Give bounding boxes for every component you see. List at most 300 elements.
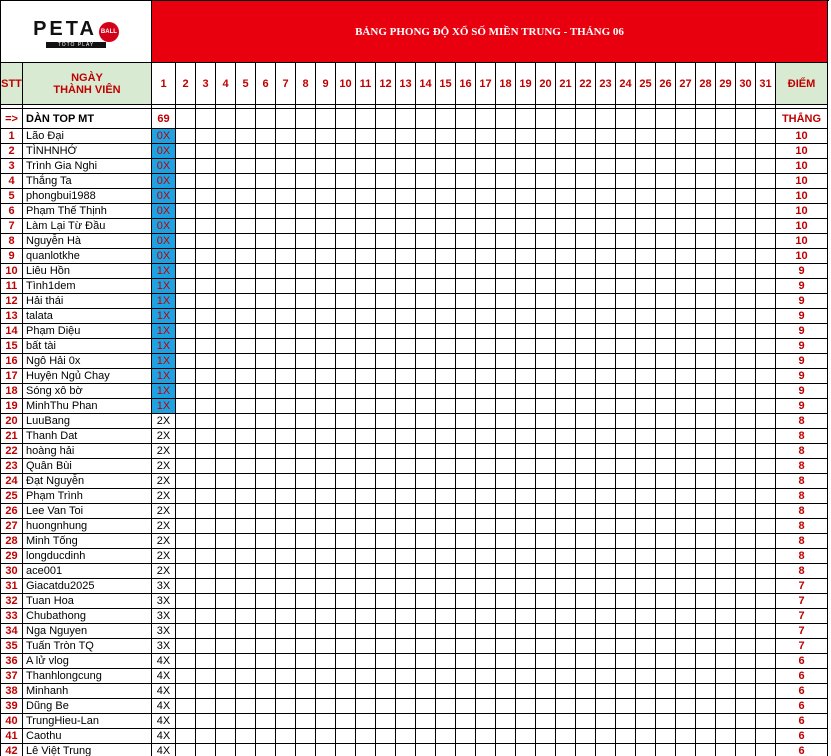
day-cell[interactable] [636, 609, 656, 624]
day-cell[interactable] [696, 684, 716, 699]
member-name[interactable]: Nguyễn Hà [23, 234, 152, 249]
day-cell[interactable] [196, 339, 216, 354]
day-cell[interactable] [376, 234, 396, 249]
day-cell[interactable] [436, 744, 456, 756]
day-cell[interactable] [256, 594, 276, 609]
day-cell[interactable] [596, 504, 616, 519]
day-cell[interactable] [176, 109, 196, 129]
day-cell[interactable] [496, 384, 516, 399]
day-cell[interactable] [296, 384, 316, 399]
day-cell[interactable] [616, 624, 636, 639]
day-cell[interactable] [616, 384, 636, 399]
member-name[interactable]: TrungHieu-Lan [23, 714, 152, 729]
day-cell[interactable] [596, 219, 616, 234]
day-cell[interactable] [716, 519, 736, 534]
day-cell[interactable] [176, 669, 196, 684]
day-cell[interactable] [256, 654, 276, 669]
member-day1-result[interactable]: 0X [152, 249, 176, 264]
day-cell[interactable] [416, 174, 436, 189]
day-cell[interactable] [656, 129, 676, 144]
day-cell[interactable] [556, 219, 576, 234]
member-name[interactable]: Quân Bùi [23, 459, 152, 474]
day-cell[interactable] [616, 714, 636, 729]
day-cell[interactable] [196, 729, 216, 744]
day-cell[interactable] [336, 109, 356, 129]
day-cell[interactable] [496, 174, 516, 189]
day-cell[interactable] [656, 339, 676, 354]
day-cell[interactable] [616, 264, 636, 279]
day-cell[interactable] [336, 624, 356, 639]
day-cell[interactable] [576, 714, 596, 729]
member-name[interactable]: Phạm Trình [23, 489, 152, 504]
member-name[interactable]: MinhThu Phan [23, 399, 152, 414]
day-cell[interactable] [396, 594, 416, 609]
day-cell[interactable] [676, 264, 696, 279]
day-cell[interactable] [336, 489, 356, 504]
member-day1-result[interactable]: 3X [152, 579, 176, 594]
day-cell[interactable] [256, 519, 276, 534]
day-cell[interactable] [196, 309, 216, 324]
day-cell[interactable] [216, 159, 236, 174]
day-cell[interactable] [736, 219, 756, 234]
day-cell[interactable] [676, 594, 696, 609]
day-cell[interactable] [576, 444, 596, 459]
day-cell[interactable] [236, 549, 256, 564]
day-cell[interactable] [656, 549, 676, 564]
day-cell[interactable] [576, 519, 596, 534]
day-cell[interactable] [416, 609, 436, 624]
member-day1-result[interactable]: 1X [152, 399, 176, 414]
day-cell[interactable] [696, 264, 716, 279]
day-cell[interactable] [596, 354, 616, 369]
day-cell[interactable] [456, 714, 476, 729]
day-cell[interactable] [596, 109, 616, 129]
day-cell[interactable] [356, 109, 376, 129]
day-cell[interactable] [736, 369, 756, 384]
day-cell[interactable] [496, 234, 516, 249]
day-cell[interactable] [576, 384, 596, 399]
day-cell[interactable] [736, 639, 756, 654]
day-cell[interactable] [616, 564, 636, 579]
day-cell[interactable] [616, 639, 636, 654]
day-cell[interactable] [496, 519, 516, 534]
day-cell[interactable] [336, 699, 356, 714]
member-name[interactable]: Tuấn Tròn TQ [23, 639, 152, 654]
day-cell[interactable] [496, 414, 516, 429]
day-cell[interactable] [556, 579, 576, 594]
day-cell[interactable] [176, 414, 196, 429]
day-cell[interactable] [236, 729, 256, 744]
day-cell[interactable] [276, 414, 296, 429]
day-cell[interactable] [356, 264, 376, 279]
day-cell[interactable] [656, 684, 676, 699]
day-cell[interactable] [356, 699, 376, 714]
day-cell[interactable] [436, 639, 456, 654]
day-cell[interactable] [276, 699, 296, 714]
member-day1-result[interactable]: 2X [152, 489, 176, 504]
day-cell[interactable] [676, 279, 696, 294]
member-day1-result[interactable]: 2X [152, 504, 176, 519]
top-team-row[interactable] [1, 109, 828, 129]
day-cell[interactable] [456, 294, 476, 309]
day-cell[interactable] [336, 444, 356, 459]
day-cell[interactable] [336, 234, 356, 249]
day-cell[interactable] [196, 369, 216, 384]
day-cell[interactable] [656, 654, 676, 669]
member-day1-result[interactable]: 2X [152, 444, 176, 459]
day-cell[interactable] [476, 144, 496, 159]
day-cell[interactable] [196, 624, 216, 639]
day-cell[interactable] [456, 414, 476, 429]
day-cell[interactable] [376, 174, 396, 189]
member-row[interactable] [1, 729, 828, 744]
day-cell[interactable] [476, 384, 496, 399]
day-cell[interactable] [236, 534, 256, 549]
day-cell[interactable] [256, 729, 276, 744]
day-cell[interactable] [196, 354, 216, 369]
day-cell[interactable] [396, 684, 416, 699]
day-cell[interactable] [356, 684, 376, 699]
day-cell[interactable] [536, 459, 556, 474]
day-cell[interactable] [716, 744, 736, 756]
day-cell[interactable] [196, 189, 216, 204]
day-cell[interactable] [216, 444, 236, 459]
day-cell[interactable] [236, 174, 256, 189]
day-cell[interactable] [536, 369, 556, 384]
day-cell[interactable] [216, 369, 236, 384]
day-cell[interactable] [316, 549, 336, 564]
day-cell[interactable] [556, 609, 576, 624]
day-cell[interactable] [536, 594, 556, 609]
day-cell[interactable] [516, 699, 536, 714]
day-cell[interactable] [496, 564, 516, 579]
day-cell[interactable] [636, 489, 656, 504]
day-cell[interactable] [596, 414, 616, 429]
day-cell[interactable] [716, 324, 736, 339]
day-cell[interactable] [176, 219, 196, 234]
day-cell[interactable] [536, 684, 556, 699]
day-cell[interactable] [276, 504, 296, 519]
day-cell[interactable] [396, 264, 416, 279]
day-cell[interactable] [316, 699, 336, 714]
day-cell[interactable] [376, 549, 396, 564]
day-cell[interactable] [636, 594, 656, 609]
day-cell[interactable] [316, 234, 336, 249]
member-day1-result[interactable]: 1X [152, 309, 176, 324]
day-cell[interactable] [496, 609, 516, 624]
day-cell[interactable] [556, 339, 576, 354]
day-cell[interactable] [576, 609, 596, 624]
day-cell[interactable] [276, 549, 296, 564]
day-cell[interactable] [516, 399, 536, 414]
day-cell[interactable] [396, 669, 416, 684]
day-cell[interactable] [536, 324, 556, 339]
day-cell[interactable] [476, 189, 496, 204]
member-name[interactable]: Dũng Be [23, 699, 152, 714]
day-cell[interactable] [316, 264, 336, 279]
day-cell[interactable] [636, 204, 656, 219]
member-name[interactable]: Thắng Ta [23, 174, 152, 189]
day-cell[interactable] [736, 249, 756, 264]
day-cell[interactable] [376, 189, 396, 204]
day-cell[interactable] [296, 504, 316, 519]
day-cell[interactable] [216, 204, 236, 219]
day-cell[interactable] [596, 654, 616, 669]
day-cell[interactable] [756, 204, 776, 219]
member-name[interactable]: Phạm Thế Thịnh [23, 204, 152, 219]
day-cell[interactable] [576, 279, 596, 294]
day-cell[interactable] [396, 174, 416, 189]
day-cell[interactable] [716, 279, 736, 294]
member-name[interactable]: TÌNHNHỚ [23, 144, 152, 159]
day-cell[interactable] [256, 144, 276, 159]
day-cell[interactable] [596, 159, 616, 174]
day-cell[interactable] [436, 624, 456, 639]
day-cell[interactable] [696, 399, 716, 414]
member-name[interactable]: Thanh Dat [23, 429, 152, 444]
day-cell[interactable] [656, 189, 676, 204]
day-cell[interactable] [636, 144, 656, 159]
day-cell[interactable] [636, 339, 656, 354]
day-cell[interactable] [276, 444, 296, 459]
day-cell[interactable] [236, 249, 256, 264]
day-cell[interactable] [176, 279, 196, 294]
day-cell[interactable] [656, 579, 676, 594]
day-cell[interactable] [276, 189, 296, 204]
day-cell[interactable] [476, 669, 496, 684]
member-row[interactable] [1, 189, 828, 204]
day-cell[interactable] [196, 684, 216, 699]
day-cell[interactable] [196, 384, 216, 399]
day-cell[interactable] [656, 354, 676, 369]
day-cell[interactable] [616, 189, 636, 204]
day-cell[interactable] [276, 369, 296, 384]
day-cell[interactable] [296, 474, 316, 489]
day-cell[interactable] [356, 189, 376, 204]
member-name[interactable]: Phạm Diệu [23, 324, 152, 339]
day-cell[interactable] [176, 264, 196, 279]
day-cell[interactable] [376, 684, 396, 699]
member-row[interactable] [1, 504, 828, 519]
day-cell[interactable] [496, 109, 516, 129]
day-cell[interactable] [356, 369, 376, 384]
day-cell[interactable] [356, 339, 376, 354]
day-cell[interactable] [596, 744, 616, 756]
day-cell[interactable] [516, 174, 536, 189]
member-row[interactable] [1, 549, 828, 564]
member-row[interactable] [1, 414, 828, 429]
day-cell[interactable] [376, 309, 396, 324]
day-cell[interactable] [636, 699, 656, 714]
day-cell[interactable] [336, 159, 356, 174]
day-cell[interactable] [736, 294, 756, 309]
day-cell[interactable] [316, 189, 336, 204]
day-cell[interactable] [356, 324, 376, 339]
day-cell[interactable] [456, 354, 476, 369]
day-cell[interactable] [176, 534, 196, 549]
day-cell[interactable] [336, 639, 356, 654]
day-cell[interactable] [476, 354, 496, 369]
day-cell[interactable] [176, 159, 196, 174]
day-cell[interactable] [616, 339, 636, 354]
day-cell[interactable] [176, 594, 196, 609]
day-cell[interactable] [556, 414, 576, 429]
day-cell[interactable] [656, 669, 676, 684]
day-cell[interactable] [576, 579, 596, 594]
day-cell[interactable] [236, 744, 256, 756]
day-cell[interactable] [716, 624, 736, 639]
day-cell[interactable] [476, 519, 496, 534]
member-name[interactable]: Lê Việt Trung [23, 744, 152, 756]
day-cell[interactable] [536, 399, 556, 414]
day-cell[interactable] [736, 354, 756, 369]
day-cell[interactable] [536, 144, 556, 159]
day-cell[interactable] [256, 639, 276, 654]
day-cell[interactable] [716, 474, 736, 489]
day-cell[interactable] [616, 489, 636, 504]
day-cell[interactable] [276, 429, 296, 444]
day-cell[interactable] [596, 729, 616, 744]
member-row[interactable] [1, 564, 828, 579]
day-cell[interactable] [656, 564, 676, 579]
day-cell[interactable] [596, 339, 616, 354]
day-cell[interactable] [516, 369, 536, 384]
day-cell[interactable] [636, 669, 656, 684]
day-cell[interactable] [296, 339, 316, 354]
day-cell[interactable] [676, 444, 696, 459]
day-cell[interactable] [416, 594, 436, 609]
member-day1-result[interactable]: 1X [152, 264, 176, 279]
day-cell[interactable] [296, 279, 316, 294]
day-cell[interactable] [316, 339, 336, 354]
day-cell[interactable] [236, 639, 256, 654]
day-cell[interactable] [416, 129, 436, 144]
day-cell[interactable] [516, 144, 536, 159]
day-cell[interactable] [196, 459, 216, 474]
day-cell[interactable] [356, 384, 376, 399]
day-cell[interactable] [636, 504, 656, 519]
day-cell[interactable] [616, 549, 636, 564]
day-cell[interactable] [336, 459, 356, 474]
day-cell[interactable] [296, 189, 316, 204]
day-cell[interactable] [516, 564, 536, 579]
day-cell[interactable] [556, 234, 576, 249]
day-cell[interactable] [236, 189, 256, 204]
day-cell[interactable] [356, 564, 376, 579]
day-cell[interactable] [736, 549, 756, 564]
day-cell[interactable] [236, 144, 256, 159]
day-cell[interactable] [376, 654, 396, 669]
member-day1-result[interactable]: 0X [152, 159, 176, 174]
day-cell[interactable] [256, 714, 276, 729]
day-cell[interactable] [536, 729, 556, 744]
day-cell[interactable] [576, 339, 596, 354]
day-cell[interactable] [456, 429, 476, 444]
day-cell[interactable] [216, 549, 236, 564]
day-cell[interactable] [736, 399, 756, 414]
member-name[interactable]: Lee Van Toi [23, 504, 152, 519]
day-cell[interactable] [616, 294, 636, 309]
day-cell[interactable] [336, 264, 356, 279]
day-cell[interactable] [476, 264, 496, 279]
day-cell[interactable] [456, 174, 476, 189]
day-cell[interactable] [596, 129, 616, 144]
member-row[interactable] [1, 519, 828, 534]
day-cell[interactable] [636, 384, 656, 399]
day-cell[interactable] [336, 549, 356, 564]
member-name[interactable]: bất tài [23, 339, 152, 354]
day-cell[interactable] [756, 624, 776, 639]
day-cell[interactable] [216, 414, 236, 429]
day-cell[interactable] [616, 684, 636, 699]
day-cell[interactable] [256, 294, 276, 309]
day-cell[interactable] [476, 324, 496, 339]
day-cell[interactable] [516, 444, 536, 459]
member-row[interactable] [1, 294, 828, 309]
day-cell[interactable] [736, 699, 756, 714]
day-cell[interactable] [236, 339, 256, 354]
day-cell[interactable] [616, 414, 636, 429]
day-cell[interactable] [356, 534, 376, 549]
day-cell[interactable] [736, 594, 756, 609]
day-cell[interactable] [296, 129, 316, 144]
day-cell[interactable] [196, 144, 216, 159]
member-row[interactable] [1, 639, 828, 654]
day-cell[interactable] [436, 219, 456, 234]
day-cell[interactable] [456, 699, 476, 714]
day-cell[interactable] [536, 669, 556, 684]
day-cell[interactable] [456, 109, 476, 129]
day-cell[interactable] [236, 159, 256, 174]
day-cell[interactable] [336, 669, 356, 684]
day-cell[interactable] [496, 669, 516, 684]
day-cell[interactable] [216, 579, 236, 594]
day-cell[interactable] [196, 654, 216, 669]
day-cell[interactable] [276, 609, 296, 624]
day-cell[interactable] [676, 414, 696, 429]
day-cell[interactable] [336, 429, 356, 444]
day-cell[interactable] [476, 549, 496, 564]
day-cell[interactable] [216, 654, 236, 669]
member-row[interactable] [1, 654, 828, 669]
member-name[interactable]: Minh Tống [23, 534, 152, 549]
member-row[interactable] [1, 264, 828, 279]
day-cell[interactable] [516, 129, 536, 144]
member-row[interactable] [1, 354, 828, 369]
day-cell[interactable] [516, 504, 536, 519]
day-cell[interactable] [336, 594, 356, 609]
day-cell[interactable] [196, 159, 216, 174]
day-cell[interactable] [456, 489, 476, 504]
day-cell[interactable] [476, 729, 496, 744]
day-cell[interactable] [176, 174, 196, 189]
member-day1-result[interactable]: 0X [152, 189, 176, 204]
day-cell[interactable] [516, 594, 536, 609]
day-cell[interactable] [456, 564, 476, 579]
day-cell[interactable] [316, 279, 336, 294]
day-cell[interactable] [416, 519, 436, 534]
day-cell[interactable] [356, 714, 376, 729]
day-cell[interactable] [696, 384, 716, 399]
day-cell[interactable] [496, 699, 516, 714]
day-cell[interactable] [536, 189, 556, 204]
day-cell[interactable] [276, 729, 296, 744]
day-cell[interactable] [456, 519, 476, 534]
day-cell[interactable] [216, 489, 236, 504]
member-day1-result[interactable]: 3X [152, 624, 176, 639]
day-cell[interactable] [356, 729, 376, 744]
day-cell[interactable] [336, 294, 356, 309]
